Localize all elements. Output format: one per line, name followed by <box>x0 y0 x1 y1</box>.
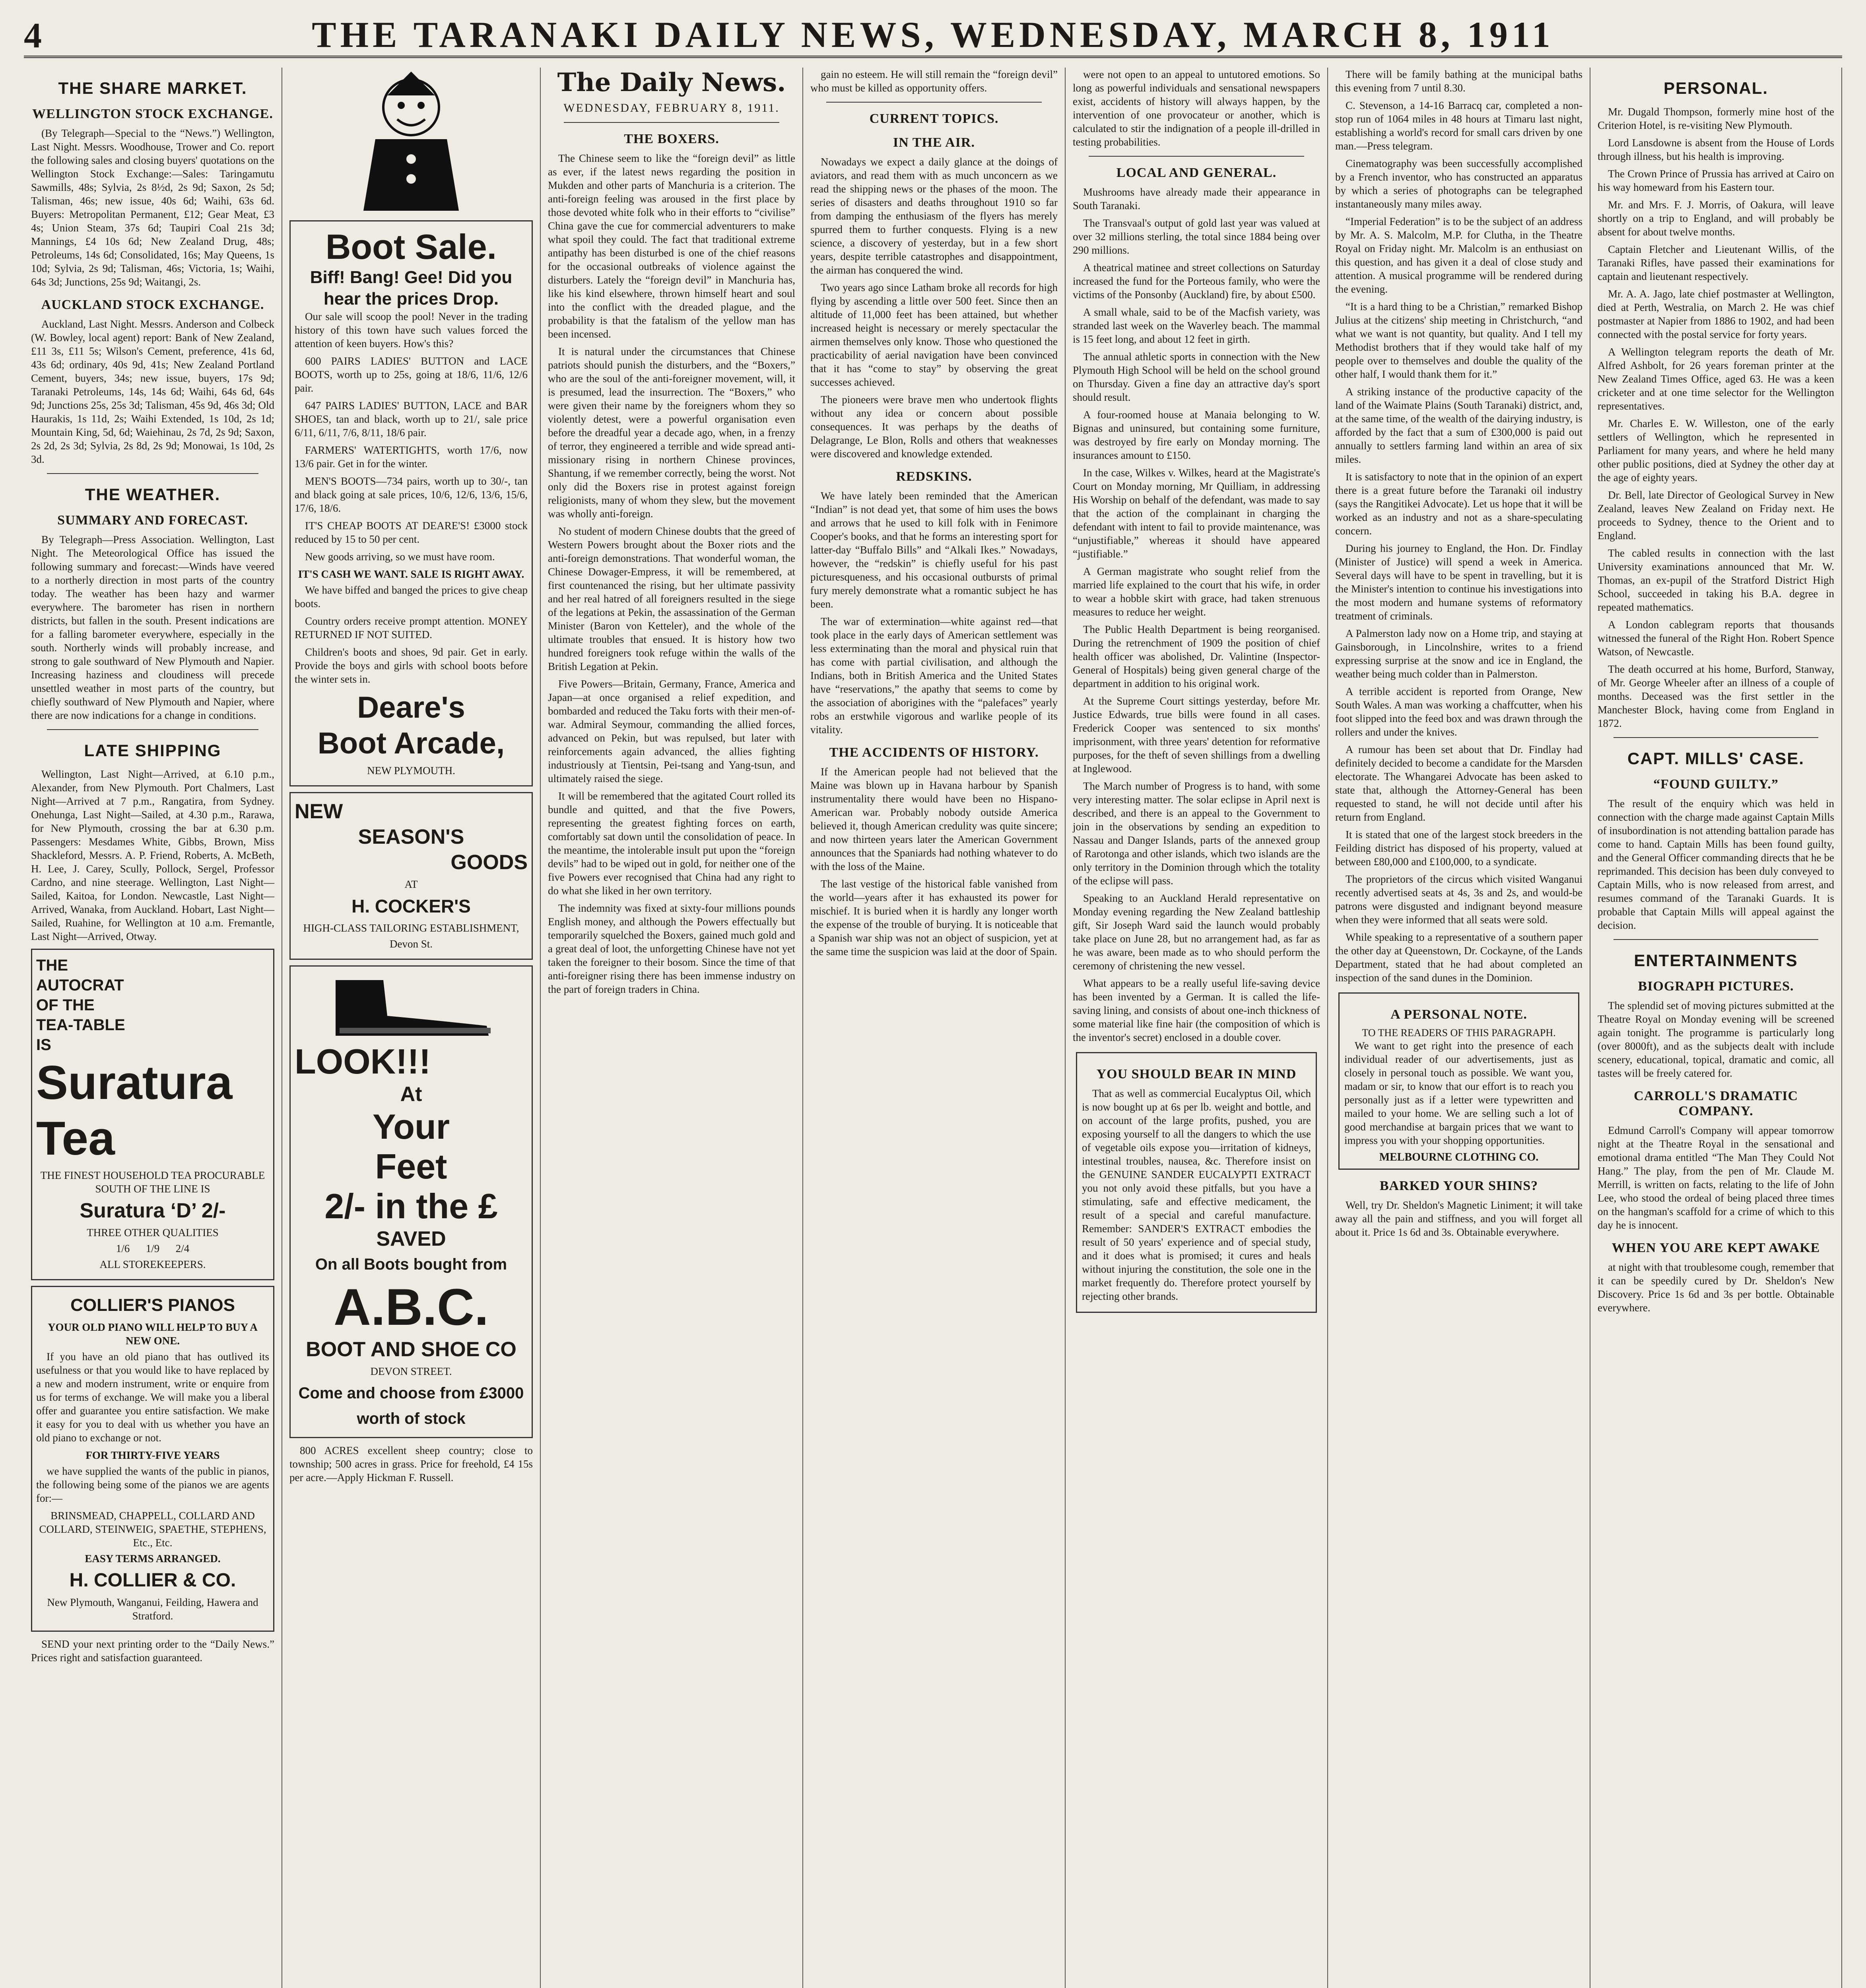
divider <box>1089 156 1304 157</box>
feet-word: Feet <box>375 1147 447 1186</box>
local-item: The March number of Progress is to hand, with some very interesting matter. The solar eclipse in April next is described, and there is an appeal to the Government to join in the observations by sending an expedition to Nassau and Danger Islands, parts of the annexed group of Rarotonga and other islands, which two islands are the only territory in the Dominion through which the totality of the eclipse will pass. <box>1073 780 1320 887</box>
personal-item: Mr. and Mrs. F. J. Morris, of Oakura, will leave shortly on a trip to England, and will probably be absent for about twelve months. <box>1598 199 1834 238</box>
tea-ad-tea-table: TEA-TABLE <box>36 1016 125 1034</box>
air-paragraph: Two years ago since Latham broke all records for high flying by ascending a little over 500 feet. Since then an altitude of 11,000 feet has been attained, but whether increased height is necessary or merely spectacular the airmen themselves only know. Those who questioned the practicability of aerial navigation have been convinced that it has “come to stay” by observing the great successes achieved. <box>810 282 1058 388</box>
local-item: What appears to be a really useful life-saving device has been invented by a German. It is called the life-saving lining, and consists of about one-inch thickness of some material like fine hair (the composition of which is the inventor's secret) enclosed in a double cover. <box>1073 977 1320 1043</box>
barked-text: Well, try Dr. Sheldon's Magnetic Liniment; it will take away all the pain and stiffness, and you will forget all about it. Price 1s 6d and 3s. Obtainable everywhere. <box>1335 1199 1583 1238</box>
column-6 <box>1328 68 1590 1988</box>
local-item: It is stated that one of the largest stock breeders in the Feilding district has disposed of his property, valued at between £80,000 and £100,000, to a syndicate. <box>1335 829 1583 868</box>
local-item: During his journey to England, the Hon. Dr. Findlay (Minister of Justice) will spend a week in America. Several days will have to be spent in travelling, but it is the Minister's intention to continue his investigations into the most modern and humane systems of reformatory treatment of criminals. <box>1335 542 1583 622</box>
divider <box>47 473 258 474</box>
entertainments-heading: ENTERTAINMENTS <box>1634 951 1798 970</box>
deare-arcade: Boot Arcade, <box>317 726 505 760</box>
column-3 <box>541 68 803 1988</box>
deare-location: NEW PLYMOUTH. <box>367 765 455 777</box>
piano-ad-years: FOR THIRTY-FIVE YEARS <box>85 1449 220 1461</box>
boot-sale-arrivals: New goods arriving, so we must have room. <box>305 551 495 563</box>
local-item: At the Supreme Court sittings yesterday, before Mr. Justice Edwards, true bills were found in all cases. Frederick Cooper was sentenced to six months' imprisonment, with three years' detention for reformative purposes, for the theft of seven shillings from a dwelling at Inglewood. <box>1073 695 1320 775</box>
personal-item: A London cablegram reports that thousands witnessed the funeral of the Right Hon. Robert Spence Watson, of Newcastle. <box>1598 619 1834 658</box>
personal-item: Mr. Charles E. W. Willeston, one of the early settlers of Wellington, which he represented in Parliament for many years, and where he held many other public positions, died at Sydney the other day at the age of eighty years. <box>1598 417 1834 483</box>
biograph-heading: BIOGRAPH PICTURES. <box>1638 979 1794 994</box>
personal-item: The Crown Prince of Prussia has arrived at Cairo on his way homeward from his Eastern tour. <box>1598 168 1834 193</box>
land-ad: 800 ACRES excellent sheep country; close to township; 500 acres in grass. Price for freehold, £4 15s per acre.—Apply Hickman F. Russell. <box>289 1444 533 1483</box>
mills-verdict: “FOUND GUILTY.” <box>1653 777 1779 792</box>
eucalyptus-notice <box>1076 1052 1317 1313</box>
notice-heading: YOU SHOULD BEAR IN MIND <box>1096 1067 1297 1081</box>
season-word: SEASON'S <box>358 825 464 848</box>
awake-heading: WHEN YOU ARE KEPT AWAKE <box>1612 1241 1820 1255</box>
season-goods: GOODS <box>450 851 528 874</box>
accidents-paragraph: The last vestige of the historical fable vanished from the world—years after it has exhausted its power for mischief. It is buried when it is hardly any longer worth the expense of the trouble of burying. It is noticeable that a Spanish war ship was not an object of suspicion, yet at the same time the suspicion was laid at the door of Spain. <box>810 878 1058 957</box>
look-heading: LOOK!!! <box>295 1042 431 1081</box>
tea-ad-is: IS <box>36 1036 51 1054</box>
local-item: C. Stevenson, a 14-16 Barracq car, completed a non-stop run of 1064 miles in 48 hours at Timaru last night, establishing a world's record for small cars driven by one man.—Press telegram. <box>1335 99 1583 152</box>
tea-brand-name: Suratura <box>36 1056 233 1109</box>
divider <box>1614 939 1818 940</box>
column-2 <box>282 68 541 1988</box>
clown-figure-illustration <box>351 72 471 215</box>
air-paragraph: Nowadays we expect a daily glance at the doings of aviators, and read them with as much unconcern as we read the shipping news or the phases of the moon. The series of disasters and deaths throughout 1910 so far from damping the enthusiasm of the flyers has merely spurred them to further conquests. Flying is a new science, a discovery of yesterday, but in a few short years, despite terrible catastrophes and disappointment, the airman has conquered the wind. <box>810 156 1058 276</box>
personal-item: Captain Fletcher and Lieutenant Willis, of the Taranaki Rifles, have passed their examinations for captain and lieutenant respectively. <box>1598 243 1834 282</box>
column-1 <box>24 68 282 1988</box>
continued-text: were not open to an appeal to untutored emotions. So long as powerful individuals and sensational newspapers exist, accidents of history will always happen, by the intervention of one provocateur or another, which is calculated to stir the indignation of a people ill-drilled in testing probabilities. <box>1073 68 1320 148</box>
wellington-exchange-heading: WELLINGTON STOCK EXCHANGE. <box>32 107 273 121</box>
boot-sale-country: Country orders receive prompt attention. MONEY RETURNED IF NOT SUITED. <box>295 615 528 641</box>
divider <box>1614 737 1818 738</box>
boot-sale-item: IT'S CHEAP BOOTS AT DEARE'S! £3000 stock reduced by 15 to 50 per cent. <box>295 520 528 545</box>
abc-street: DEVON STREET. <box>370 1365 452 1377</box>
local-item: A theatrical matinee and street collections on Saturday increased the fund for the Porteous family, who were the victims of the Ponsonby (Auckland) fire, by about £500. <box>1073 262 1320 301</box>
auckland-exchange-text: Auckland, Last Night. Messrs. Anderson and Colbeck (W. Bowley, local agent) report: Bank of New Zealand, £11 3s, £11 5s; Wilson's Cement, preference, 41s 6d, 43s 6d; ordinary, 40s 9d, 41s; New Zealand Portland Cement, buyers, 34s; new issue, buyers, 17s 9d; Taranaki Petroleums, 14s, 14s 6d; Waihi, 64s 6d, 64s 9d; Junctions 25s, 25s 3d; Talisman, 45s 9d, 46s 3d; Old Haurakis, 1s 11d, 2s; Waihi Extended, 1s 10d, 2s 1d; Mountain King, 5d, 6d; Waiehinau, 2s 7d, 2s 9d; Saxon, 2s 2d, 2s 3d; Sylvia, 2s 8d, 2s 9d; Monowai, 1s 10d, 2s 3d. <box>31 318 274 465</box>
boot-sale-children: Children's boots and shoes, 9d pair. Get in early. Provide the boys and girls with school boots before the winter sets in. <box>295 646 528 685</box>
divider <box>826 102 1042 103</box>
cocker-tailoring: HIGH-CLASS TAILORING ESTABLISHMENT, <box>303 922 519 934</box>
all-boots-text: On all Boots bought from <box>315 1256 507 1273</box>
personal-note-heading: A PERSONAL NOTE. <box>1390 1007 1527 1022</box>
personal-item: The cabled results in connection with the last University examinations announced that Mr. W. Thomas, an ex-pupil of the Stratford District High School, succeeded in taking his B.A. degree in repeated mathematics. <box>1598 547 1834 613</box>
divider <box>47 729 258 730</box>
local-item: Speaking to an Auckland Herald representative on Monday evening regarding the New Zealand battleship gift, Sir Joseph Ward said the launch would probably take place on June 28, but no arrangement had, as far as he was aware, been made as to who should perform the ceremony of christening the new vessel. <box>1073 892 1320 972</box>
personal-item: Mr. Dugald Thompson, formerly mine host of the Criterion Hotel, is re-visiting New Plymouth. <box>1598 106 1834 131</box>
cocker-tailoring-ad <box>289 792 533 960</box>
tea-brand-word: Tea <box>36 1112 115 1165</box>
tea-other-qualities: THREE OTHER QUALITIES <box>87 1227 219 1239</box>
tea-sellers: ALL STOREKEEPERS. <box>99 1258 206 1270</box>
personal-note-sign: MELBOURNE CLOTHING CO. <box>1379 1151 1539 1163</box>
editorial-paragraph: No student of modern Chinese doubts that the greed of Western Powers brought about the Boxer riots and the anti-foreign demonstrations. That wonderful woman, the Chinese Dowager-Empress, it will be remembered, at first countenanced the rising, but her ultimate passivity and her real hatred of all foreigners resulted in the siege of the legations at Pekin, the assassination of the German Minister (Baron von Ketteler), and the whole of the ultimate troubles that ensued. It is history how two hundred foreigners took refuge within the walls of the British Legation at Pekin. <box>548 525 795 672</box>
tea-ad-the: THE <box>36 957 68 974</box>
carroll-text: Edmund Carroll's Company will appear tomorrow night at the Theatre Royal in the sensational and emotional drama entitled “The Man They Could Not Hang.” The play, from the pen of Mr. Claude M. Merrill, is written on facts, relating to the life of John Lee, who stood the ordeal of being placed three times on the hangman's scaffold for a crime of which to this day he is innocent. <box>1598 1124 1834 1231</box>
boot-sale-prices: We have biffed and banged the prices to give cheap boots. <box>295 584 528 610</box>
boot-illustration <box>328 972 495 1040</box>
shipping-heading: LATE SHIPPING <box>84 741 221 760</box>
share-market-heading: THE SHARE MARKET. <box>58 79 247 97</box>
piano-ad-heading: COLLIER'S PIANOS <box>70 1295 235 1315</box>
local-item: There will be family bathing at the municipal baths this evening from 7 until 8.30. <box>1335 68 1583 94</box>
divider <box>564 122 779 123</box>
piano-ad-lead: YOUR OLD PIANO WILL HELP TO BUY A NEW ONE. <box>48 1321 258 1347</box>
tea-grade-price: Suratura ‘D’ 2/- <box>80 1199 226 1222</box>
weather-text: By Telegraph—Press Association. Wellington, Last Night. The Meteorological Office has issued the following summary and forecast:—Winds have veered to a northerly direction in most parts of the country today. The weather has been hazy and warmer everywhere. The barometer has risen in northern districts, but fallen in the south. Present indications are for a falling barometer everywhere, especially in the south. Northerly winds will probably increase, and strong to gale southward of New Plymouth and Napier. Increasing haziness and cloudiness will precede unsettled weather in most parts of the country, but chiefly southward of New Plymouth and Napier, where there are now indications for a change in conditions. <box>31 534 274 721</box>
share-market-text: (By Telegraph—Special to the “News.”) Wellington, Last Night. Messrs. Woodhouse, Trower and Co. report the following sales and closing buyers' quotations on the Wellington Stock Exchange:—Sales: Taringamutu Sawmills, 48s; Sylvia, 2s 8½d, 2s 9d; Saxon, 2s 5d; Talisman, 46s; new issue, 40s 6d; Waihi, 63s 6d. Buyers: Metropolitan Permanent, £12; Gear Meat, £3 4s; Union Steam, 37s 6d; Taupiri Coal 21s 3d; Mannings, £4 10s 6d; New Zealand Drug, 48s; Petroleums, 14s 6d; Consolidated, 16s; May Queens, 1s 10d; Sylvia, 2s 9d; Talisman, 46s; Victoria, 1s; Waihi, 64s 3d; Junctions, 25s 9d; Waitangi, 2s. <box>31 127 274 288</box>
suratura-tea-ad <box>31 949 274 1280</box>
personal-heading: PERSONAL. <box>1663 79 1769 97</box>
local-item: A terrible accident is reported from Orange, New South Wales. A man was working a chaffcutter, when his foot slipped into the feed box and was drawn through the rollers and under the knives. <box>1335 685 1583 738</box>
weather-subheading: SUMMARY AND FORECAST. <box>57 513 248 528</box>
newspaper-title: THE TARANAKI DAILY NEWS, WEDNESDAY, MARCH 8, 1911 <box>312 14 1554 55</box>
boot-sale-intro: Our sale will scoop the pool! Never in the trading history of this town have such values forced the attention of keen buyers. How's this? <box>295 311 528 349</box>
personal-note-ad <box>1338 992 1579 1170</box>
editorial-paragraph: It is natural under the circumstances that Chinese patriots should punish the disturbers, and the “Boxers,” who are the soul of the anti-foreigner movement, will, it is presumed, lead the insurrection. The “Boxers,” who were given their name by the foreigners whom they so violently detest, were a powerful organisation even before the dreadful year a decade ago, when, in a frenzy of terror, they engineered a terrible and wide spread anti-missionary rising in northern Chinese provinces, Shantung, if we remember correctly, being the worst. Not only did the Boxers rise in protest against foreign religionists, many of whom they slew, but the movement was wholly anti-foreign. <box>548 346 795 520</box>
editorial-paragraph: The Chinese seem to like the “foreign devil” as little as ever, if the latest news regarding the position in Mukden and other parts of Manchuria is a criterion. The anti-foreign feeling was aroused in the first place by those devoted white folk who in their efforts to “civilise” China gave the cue for commercial adventurers to make what spoil they could. The fact that traditional extreme antipathy has been disturbed is one of the chief reasons for the occasional outbreaks of violence against the disturbers. Lately the “foreign devil” in Manchuria has, like his kind elsewhere, thrown himself heart and soul into the conflict with the dreaded plague, and the probability is that the fatalism of the yellow man has been incensed. <box>548 152 795 340</box>
abc-boot-co: BOOT AND SHOE CO <box>306 1338 516 1361</box>
boot-sale-item: MEN'S BOOTS—734 pairs, worth up to 30/-, tan and black going at sale prices, 10/6, 12/6, 13/6, 15/6, 17/6, 18/6. <box>295 475 528 514</box>
piano-towns: New Plymouth, Wanganui, Feilding, Hawera and Stratford. <box>47 1596 258 1622</box>
piano-ad-body-2: we have supplied the wants of the public in pianos, the following being some of the pianos we are agents for:— <box>36 1465 269 1504</box>
accidents-heading: THE ACCIDENTS OF HISTORY. <box>829 745 1039 760</box>
biograph-text: The splendid set of moving pictures submitted at the Theatre Royal on Monday evening will be screened again tonight. The programme is particularly long (over 8000ft), and as the subjects dealt with include scenery, educational, topical, dramatic and comic, all tastes will be freely catered for. <box>1598 1000 1834 1079</box>
boot-sale-item: FARMERS' WATERTIGHTS, worth 17/6, now 13/6 pair. Get in for the winter. <box>295 444 528 470</box>
tea-ad-autocrat: AUTOCRAT <box>36 977 124 994</box>
personal-item: The death occurred at his home, Burford, Stanway, of Mr. George Wheeler after an illness of a couple of months. Deceased was the first settler in the Manchester Block, having come from England in 1872. <box>1598 663 1834 729</box>
mills-text: The result of the enquiry which was held in connection with the charge made against Captain Mills of insubordination is not attending battalion parade has come to hand. Captain Mills has been found guilty, and the General Officer commanding directs that he be reprimanded. This decision has been duly conveyed to Captain Mills, who is now released from arrest, and resumes command of the Taranaki Guards. It is probable that Captain Mills will appeal against the decision. <box>1598 798 1834 931</box>
local-item: A four-roomed house at Manaia belonging to W. Bignas and uninsured, but containing some furniture, was destroyed by fire early on Monday morning. The insurances amount to £150. <box>1073 409 1320 461</box>
local-item: Mushrooms have already made their appearance in South Taranaki. <box>1073 186 1320 212</box>
tea-description: THE FINEST HOUSEHOLD TEA PROCURABLE SOUTH OF THE LINE IS <box>40 1169 265 1195</box>
season-at: AT <box>404 878 418 890</box>
mills-case-heading: CAPT. MILLS' CASE. <box>1627 749 1804 768</box>
local-item: The proprietors of the circus which visited Wanganui recently advertised seats at 4s, 3s and 2s, and would-be patrons were disgusted and indignant beyond measure when they were informed that all seats were sold. <box>1335 873 1583 926</box>
in-the-air-heading: IN THE AIR. <box>893 135 975 150</box>
local-item: The Public Health Department is being reorganised. During the retrenchment of 1909 the position of chief health officer was abolished, Dr. Valintine (Inspector-General of Hospitals) being given general charge of the department in addition to his original work. <box>1073 623 1320 689</box>
shipping-text: Wellington, Last Night—Arrived, at 6.10 p.m., Alexander, from New Plymouth. Port Chalmers, Last Night—Arrived at 7 p.m., Rangatira, from Sydney. Onehunga, Last Night—Sailed, at 4.30 p.m., Rarawa, for New Plymouth, crossing the bar at 6.30 p.m. Passengers: Mesdames White, Gibbs, Brown, Miss Shackleford, Messrs. A. P. Friend, Roberts, A. McBeth, H. Lee, J. Carey, Scully, Pollock, Sergel, Professor Cardno, and nine steerage. Wellington, Last Night—Sailed, Kaitoa, for London. Newcastle, Last Night—Arrived, Wanaka, from Auckland. Hobart, Last Night—Sailed, Ruahine, for Wellington at 10 a.m. Fremantle, Last Night—Arrived, Otway. <box>31 768 274 942</box>
redskins-paragraph: The war of extermination—white against red—that took place in the early days of American settlement was less exterminating than the moral and physical ruin that has come with partial civilisation, and although the Indians, both in British America and the United States have “reservations,” the apathy that seems to come by the association of aborigines with the “palefaces” yearly robs an erstwhile vigorous and warlike people of its vitality. <box>810 615 1058 736</box>
barked-heading: BARKED YOUR SHINS? <box>1379 1178 1538 1193</box>
column-4 <box>803 68 1066 1988</box>
local-item: While speaking to a representative of a southern paper the other day at Queenstown, Dr. Cockayne, of the Lands Department, stated that he had about completed an inspection of the sand dunes in the Dominion. <box>1335 931 1583 984</box>
at-word: At <box>400 1083 422 1106</box>
cocker-devon: Devon St. <box>390 938 433 950</box>
current-topics-heading: CURRENT TOPICS. <box>869 111 999 126</box>
local-item: A small whale, said to be of the Macfish variety, was stranded last week on the Waverley beach. The mammal is 15 feet long, and about 12 feet in girth. <box>1073 306 1320 345</box>
local-item: “It is a hard thing to be a Christian,” remarked Bishop Julius at the citizens' ship meeting in Christchurch, “and what we want is not quantity, but quality. And I tell my Methodist brothers that if they would take half of my people over to themselves and double the quality of the other half, I would thank them for it.” <box>1335 301 1583 380</box>
abc-stock: Come and choose from £3000 worth of stock <box>298 1384 524 1427</box>
masthead <box>24 8 1842 58</box>
personal-item: Lord Lansdowne is absent from the House of Lords through illness, but his health is improving. <box>1598 137 1834 162</box>
column-5 <box>1066 68 1328 1988</box>
local-item: In the case, Wilkes v. Wilkes, heard at the Magistrate's Court on Monday morning, Mr Quilliam, in addressing His Worship on behalf of the defendant, was made to say that the action of the complainant in charging the defendant with intent to fail to provide maintenance, was “unjustifiable,” whereas it should have appeared “justifiable.” <box>1073 467 1320 560</box>
air-paragraph: The pioneers were brave men who undertook flights without any idea or concern about possible consequences. It was perhaps by the deaths of Delagrange, Le Blon, Rolls and others that weaknesses were discovered and knowledge extended. <box>810 394 1058 460</box>
redskins-heading: REDSKINS. <box>896 469 972 484</box>
page-number: 4 <box>24 16 42 55</box>
tea-ad-of-the: OF THE <box>36 996 95 1014</box>
awake-text: at night with that troublesome cough, remember that it can be speedily cured by Dr. Sheldon's New Discovery. Price 1s 6d and 3s per bottle. Obtainable everywhere. <box>1598 1261 1834 1314</box>
newspaper-nameplate: The Daily News. <box>557 68 786 97</box>
abc-boot-ad <box>289 965 533 1438</box>
discount-price: 2/- in the £ <box>324 1186 498 1226</box>
deare-name: Deare's <box>357 691 465 724</box>
personal-item: A Wellington telegram reports the death of Mr. Alfred Ashbolt, for 26 years foreman printer at the New Zealand Times Office, aged 63. He was a keen cricketer and at one time selector for the Wellington representatives. <box>1598 346 1834 412</box>
continued-text: gain no esteem. He will still remain the “foreign devil” who must be killed as opportunity offers. <box>810 68 1058 94</box>
piano-terms: EASY TERMS ARRANGED. <box>85 1553 221 1565</box>
editorial-paragraph: Five Powers—Britain, Germany, France, America and Japan—at once organised a relief expedition, and bombarded and reduced the Taku forts with their men-of-war. Admiral Seymour, commanding the allied forces, advanced on Pekin, but was repulsed, but later with reinforcements again advanced, the allies fighting industriously at Tientsin, Pei-tsang and Yang-tsun, and ultimately raised the siege. <box>548 678 795 784</box>
piano-firm: H. COLLIER & CO. <box>69 1570 236 1591</box>
cocker-name: H. COCKER'S <box>351 896 471 916</box>
boot-sale-cash: IT'S CASH WE WANT. SALE IS RIGHT AWAY. <box>298 568 524 580</box>
piano-makers: BRINSMEAD, CHAPPELL, COLLARD AND COLLARD, STEINWEIG, SPAETHE, STEPHENS, Etc., Etc. <box>39 1510 266 1549</box>
local-item: A striking instance of the productive capacity of the land of the Waimate Plains (South Taranaki) district, and, at the same time, of the wealth of the dairying industry, is afforded by the fact that a sum of £300,000 is paid out annually to settlers farming land within an area of six miles. <box>1335 386 1583 465</box>
collier-pianos-ad <box>31 1286 274 1632</box>
saved-word: SAVED <box>376 1227 446 1250</box>
local-item: A German magistrate who sought relief from the married life explained to the court that his wife, in order to wear a hobble skirt with grace, had taken strenuous measures to reduce her weight. <box>1073 565 1320 618</box>
personal-item: Dr. Bell, late Director of Geological Survey in New Zealand, leaves New Zealand on Friday next. He proceeds to Sydney, thence to the Orient and to England. <box>1598 489 1834 542</box>
local-item: It is satisfactory to note that in the opinion of an expert there is a great future before the Taranaki oil industry (says the Rangitikei Advocate). Let us hope that it will be worked as an industry and not as a share-speculating concern. <box>1335 471 1583 537</box>
local-item: The Transvaal's output of gold last year was valued at over 32 millions sterling, the total since 1884 being over 290 millions. <box>1073 217 1320 256</box>
season-new: NEW <box>295 800 343 823</box>
boot-sale-item: 647 PAIRS LADIES' BUTTON, LACE and BAR SHOES, tan and black, worth up to 21/, sale price 6/11, 6/11, 7/6, 8/11, 18/6 pair. <box>295 400 528 439</box>
accidents-paragraph: If the American people had not believed that the Maine was blown up in Havana harbour by Spanish instrumentality there would have been no Hispano-American war. Probably nobody outside America believed it, though American credulity was quite sincere; and now thirteen years later the American Government announces that the Spaniards had nothing whatever to do with the loss of the Maine. <box>810 766 1058 872</box>
local-item: Cinematography was been successfully accomplished by a French inventor, who has constructed an apparatus by which a series of photographs can be telegraphed instantaneously many miles away. <box>1335 157 1583 210</box>
local-item: A Palmerston lady now on a Home trip, and staying at Gainsborough, in Lincolnshire, writes to a friend expressing surprise at the snow and ice in England, the weather being much colder than in Palmerston. <box>1335 627 1583 680</box>
piano-ad-body: If you have an old piano that has outlived its usefulness or that you would like to have replaced by a new and modern instrument, write or enquire from us for terms of exchange. We will make you a liberal offer and guarantee you entire satisfaction. We make it easy for you to deal with us whether you have an old piano to exchange or not. <box>36 1351 269 1444</box>
boot-sale-item: 600 PAIRS LADIES' BUTTON and LACE BOOTS, worth up to 25s, going at 18/6, 11/6, 12/6 pair. <box>295 355 528 394</box>
personal-note-sub: TO THE READERS OF THIS PARAGRAPH. <box>1362 1027 1556 1039</box>
abc-name: A.B.C. <box>334 1278 489 1336</box>
printing-note: SEND your next printing order to the “Daily News.” Prices right and satisfaction guaranteed. <box>31 1638 274 1664</box>
column-7 <box>1590 68 1842 1988</box>
carroll-heading: CARROLL'S DRAMATIC COMPANY. <box>1633 1089 1798 1118</box>
boot-sale-biff: Biff! Bang! Gee! Did you hear the prices Drop. <box>310 268 513 309</box>
local-item: “Imperial Federation” is to be the subject of an address by Mr. A. S. Malcolm, M.P. for Clutha, in the Theatre Royal on Friday night. Mr. Malcolm is an enthusiast on this question, and has given it a deal of close study and attention. A musical programme will be rendered during the evening. <box>1335 215 1583 295</box>
personal-note-text: We want to get right into the presence of each individual reader of our advertisements, just as closely in personal touch as possible. We want you, madam or sir, to know that our effort is to reach you personally just as if a letter were typewritten and mailed to your home. We are selling such a lot of good merchandise at bargain prices that we want to impress you with your shopping opportunities. <box>1344 1040 1573 1146</box>
notice-text: That as well as commercial Eucalyptus Oil, which is now bought up at 6s per lb. weight and bottle, and on account of the large profits, pushed, you are exposing yourself to all the dangers to which the use of vegetable oils expose you—irritation of kidneys, intestinal troubles, nausea, &c. Therefore insist on the GENUINE SANDER EUCALYPTI EXTRACT you not only avoid these pitfalls, but you have a stimulating, safe and effective medicament, the result of a special and careful manufacture. Remember: SANDER'S EXTRACT embodies the result of 50 years' experience and of special study, and it does what is promised; it cures and heals without injuring the constitution, the sole one in the market frequently do. Therefore protect yourself by rejecting other brands. <box>1082 1087 1311 1302</box>
local-general-heading: LOCAL AND GENERAL. <box>1116 165 1277 180</box>
tea-prices: 1/6 1/9 2/4 <box>116 1242 190 1254</box>
personal-item: Mr. A. A. Jago, late chief postmaster at Wellington, died at Perth, Westralia, on March 2. He was chief postmaster at Napier from 1886 to 1902, and had been connected with the postal service for forty years. <box>1598 288 1834 340</box>
weather-heading: THE WEATHER. <box>85 485 221 504</box>
local-item: A rumour has been set about that Dr. Findlay had definitely decided to become a candidate for the Marsden electorate. The Whangarei Advocate has been asked to state that, although the Attorney-General has been requested to stand, he will not decide until after his return from England. <box>1335 744 1583 823</box>
auckland-exchange-heading: AUCKLAND STOCK EXCHANGE. <box>41 297 264 312</box>
local-item: The annual athletic sports in connection with the New Plymouth High School will be held on the school ground on Thursday. Given a fine day an attractive day's sport should result. <box>1073 351 1320 403</box>
your-word: Your <box>373 1107 450 1146</box>
boot-sale-heading: Boot Sale. <box>325 227 497 266</box>
editorial-dateline: WEDNESDAY, FEBRUARY 8, 1911. <box>563 101 780 115</box>
editorial-paragraph: It will be remembered that the agitated Court rolled its bundle and quitted, and that the five Powers, representing the greatest fighting forces on earth, comfortably sat down until the consolidation of peace. In the meantime, the intolerable insult put upon the “foreign devils” had to be wiped out in gold, for neither one of the five Powers ever recognised that China had any right to do what she liked in her own territory. <box>548 790 795 897</box>
editorial-paragraph: The indemnity was fixed at sixty-four millions pounds English money, and although the Powers effectually but temporarily squelched the Boxers, gained much gold and a great deal of loot, the unforgetting Chinese have not yet taken the foreigner to their bosom. Since the time of that anti-foreigner rising there has been immense industry on the part of foreign traders in China. <box>548 902 795 995</box>
boxers-heading: THE BOXERS. <box>624 132 719 146</box>
redskins-paragraph: We have lately been reminded that the American “Indian” is not dead yet, that some of him uses the bows and arrows that he used to kill folk with in Fenimore Cooper's books, and that he forms an interesting sport for latter-day “Buffalo Bills” and “Alkali Ikes.” Nowadays, however, the “redskin” is chiefly useful for his past picturesqueness, and his occasional outbursts of primal fury merely demonstrate what a romantic subject he has been. <box>810 490 1058 610</box>
deare-boot-sale-ad <box>289 220 533 786</box>
